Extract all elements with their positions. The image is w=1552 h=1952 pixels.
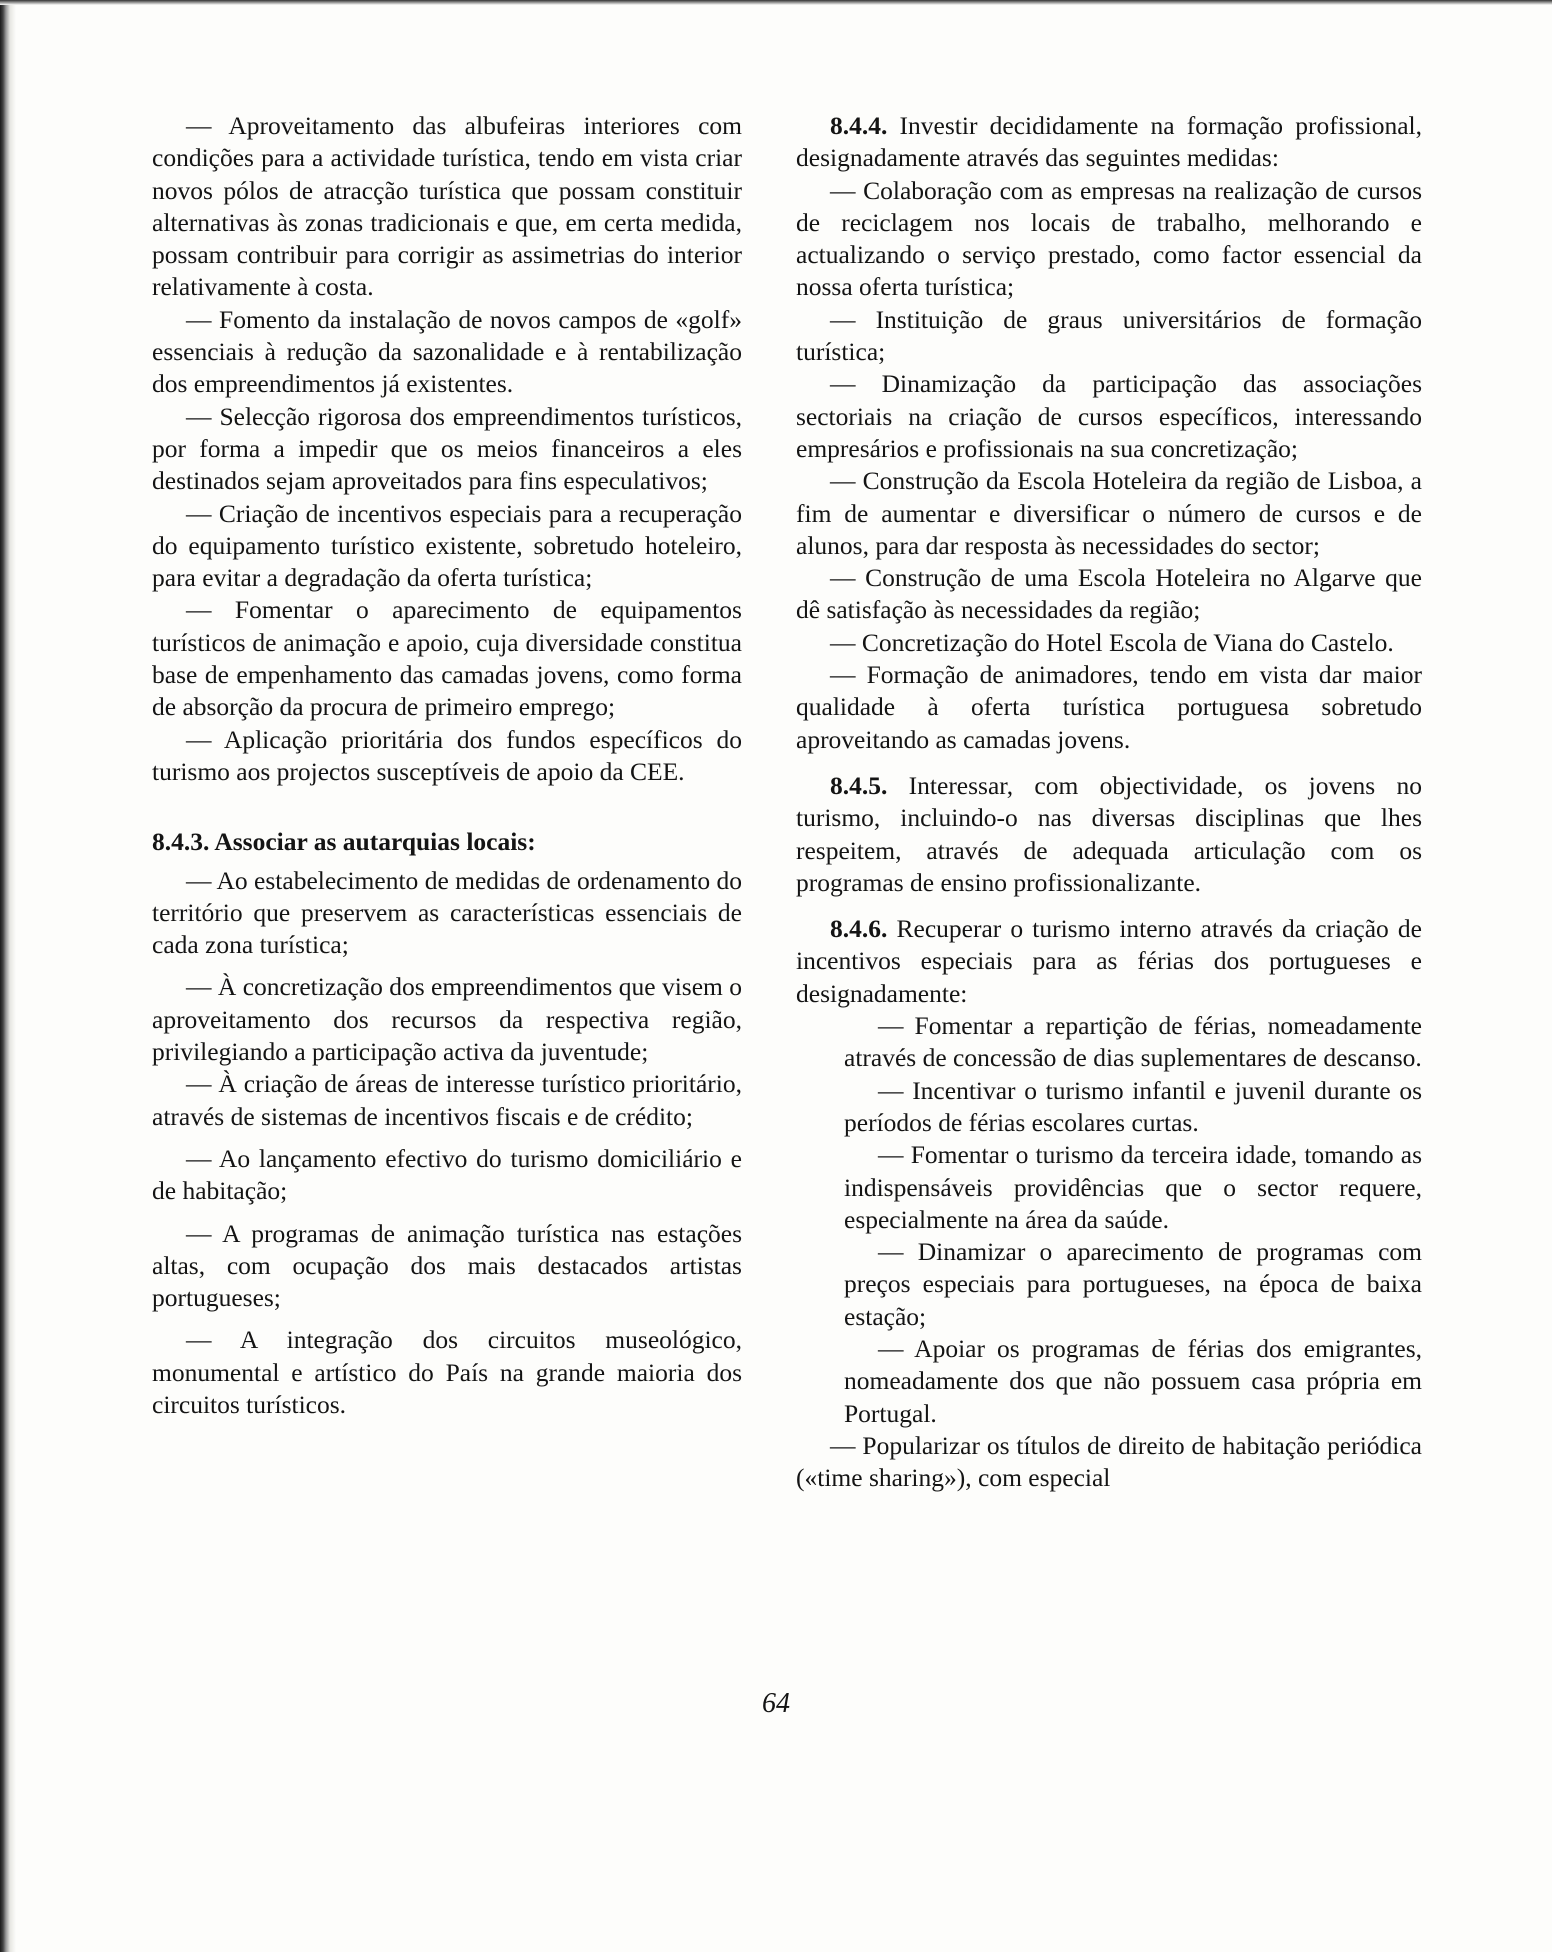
paragraph: — Fomentar o aparecimento de equipamentos turísticos de animação e apoio, cuja diversidade constitua base de empenhamento das camadas jovens, como forma de absorção da procura de primeiro emprego; [152,595,742,722]
page-number: 64 [762,1688,790,1719]
scan-top-edge [0,0,1552,5]
paragraph: — À concretização dos empreendimentos que visem o aproveitamento dos recursos da respectiva região, privilegiando a participação activa da juventude; [152,972,742,1067]
paragraph: — Apoiar os programas de férias dos emigrantes, nomeadamente dos que não possuem casa própria em Portugal. [844,1333,1422,1428]
section-heading-843: 8.4.3. Associar as autarquias locais: [152,827,536,857]
paragraph: — A integração dos circuitos museológico, monumental e artístico do País na grande maioria dos circuitos turísticos. [152,1325,742,1419]
paragraph: — Colaboração com as empresas na realização de cursos de reciclagem nos locais de trabalho, melhorando e actualizando o serviço prestado, como factor essencial da nossa oferta turística; [796,175,1422,302]
section-846-list [796,1010,1422,1430]
section-text: Interessar, com objectividade, os jovens no turismo, incluindo-o nas diversas disciplinas que lhes respeitem, através de adequada articulação com os programas de ensino profissionalizante. [796,770,1422,897]
right-column [796,110,1422,1494]
paragraph: — Concretização do Hotel Escola de Viana do Castelo. [830,627,1394,657]
left-column [152,110,742,1421]
section-845 [796,770,1422,899]
section-number: 8.4.6. [830,914,888,944]
paragraph: — Formação de animadores, tendo em vista dar maior qualidade à oferta turística portuguesa sobretudo aproveitando as camadas jovens. [796,660,1422,754]
paragraph: — Aplicação prioritária dos fundos específicos do turismo aos projectos susceptíveis de apoio da CEE. [152,724,742,786]
paragraph: — Construção de uma Escola Hoteleira no Algarve que dê satisfação às necessidades da região; [796,563,1422,625]
paragraph: — Ao lançamento efectivo do turismo domiciliário e de habitação; [152,1143,742,1206]
section-846-intro [796,913,1422,1010]
paragraph: — Construção da Escola Hoteleira da região de Lisboa, a fim de aumentar e diversificar o número de cursos e de alunos, para dar resposta às necessidades do sector; [796,466,1422,560]
section-number: 8.4.4. [830,111,888,140]
paragraph: — Dinamização da participação das associações sectoriais na criação de cursos específicos, interessando empresários e profissionais na sua concretização; [796,369,1422,463]
paragraph: — Selecção rigorosa dos empreendimentos turísticos, por forma a impedir que os meios financeiros a eles destinados sejam aproveitados para fins especulativos; [152,401,742,496]
paragraph: — À criação de áreas de interesse turístico prioritário, através de sistemas de incentivos fiscais e de crédito; [152,1069,742,1131]
section-text: Investir decididamente na formação profissional, designadamente através das seguintes medidas: [796,111,1422,173]
paragraph: — Popularizar os títulos de direito de habitação periódica («time sharing»), com especial [796,1430,1422,1493]
paragraph: — Aproveitamento das albufeiras interiores com condições para a actividade turística, tendo em vista criar novos pólos de atracção turística que possam constituir alternativas às zonas tradicionais e que, em certa medida, possam contribuir para corrigir as assimetrias do interior relativamente à costa. [152,111,742,302]
paragraph: — Instituição de graus universitários de formação turística; [796,304,1422,367]
paragraph: — Dinamizar o aparecimento de programas com preços especiais para portugueses, na época de baixa estação; [844,1237,1422,1331]
scan-left-edge [0,0,16,1952]
section-text: Recuperar o turismo interno através da criação de incentivos especiais para as férias dos portugueses e designadamente: [796,914,1422,1008]
paragraph: — Fomento da instalação de novos campos de «golf» essenciais à redução da sazonalidade e à rentabilização dos empreendimentos já existentes. [152,304,742,399]
paragraph: — Incentivar o turismo infantil e juvenil durante os períodos de férias escolares curtas. [844,1075,1422,1137]
paragraph: — Fomentar o turismo da terceira idade, tomando as indispensáveis providências que o sector requere, especialmente na área da saúde. [844,1140,1422,1234]
paragraph: — Ao estabelecimento de medidas de ordenamento do território que preservem as características essenciais de cada zona turística; [152,865,742,960]
section-number: 8.4.5. [830,770,888,800]
paragraph: — Fomentar a repartição de férias, nomeadamente através de concessão de dias suplementares de descanso. [844,1011,1422,1073]
section-844-intro [796,110,1422,175]
paragraph: — Criação de incentivos especiais para a recuperação do equipamento turístico existente, sobretudo hoteleiro, para evitar a degradação da oferta turística; [152,498,742,593]
paragraph: — A programas de animação turística nas estações altas, com ocupação dos mais destacados artistas portugueses; [152,1218,742,1313]
